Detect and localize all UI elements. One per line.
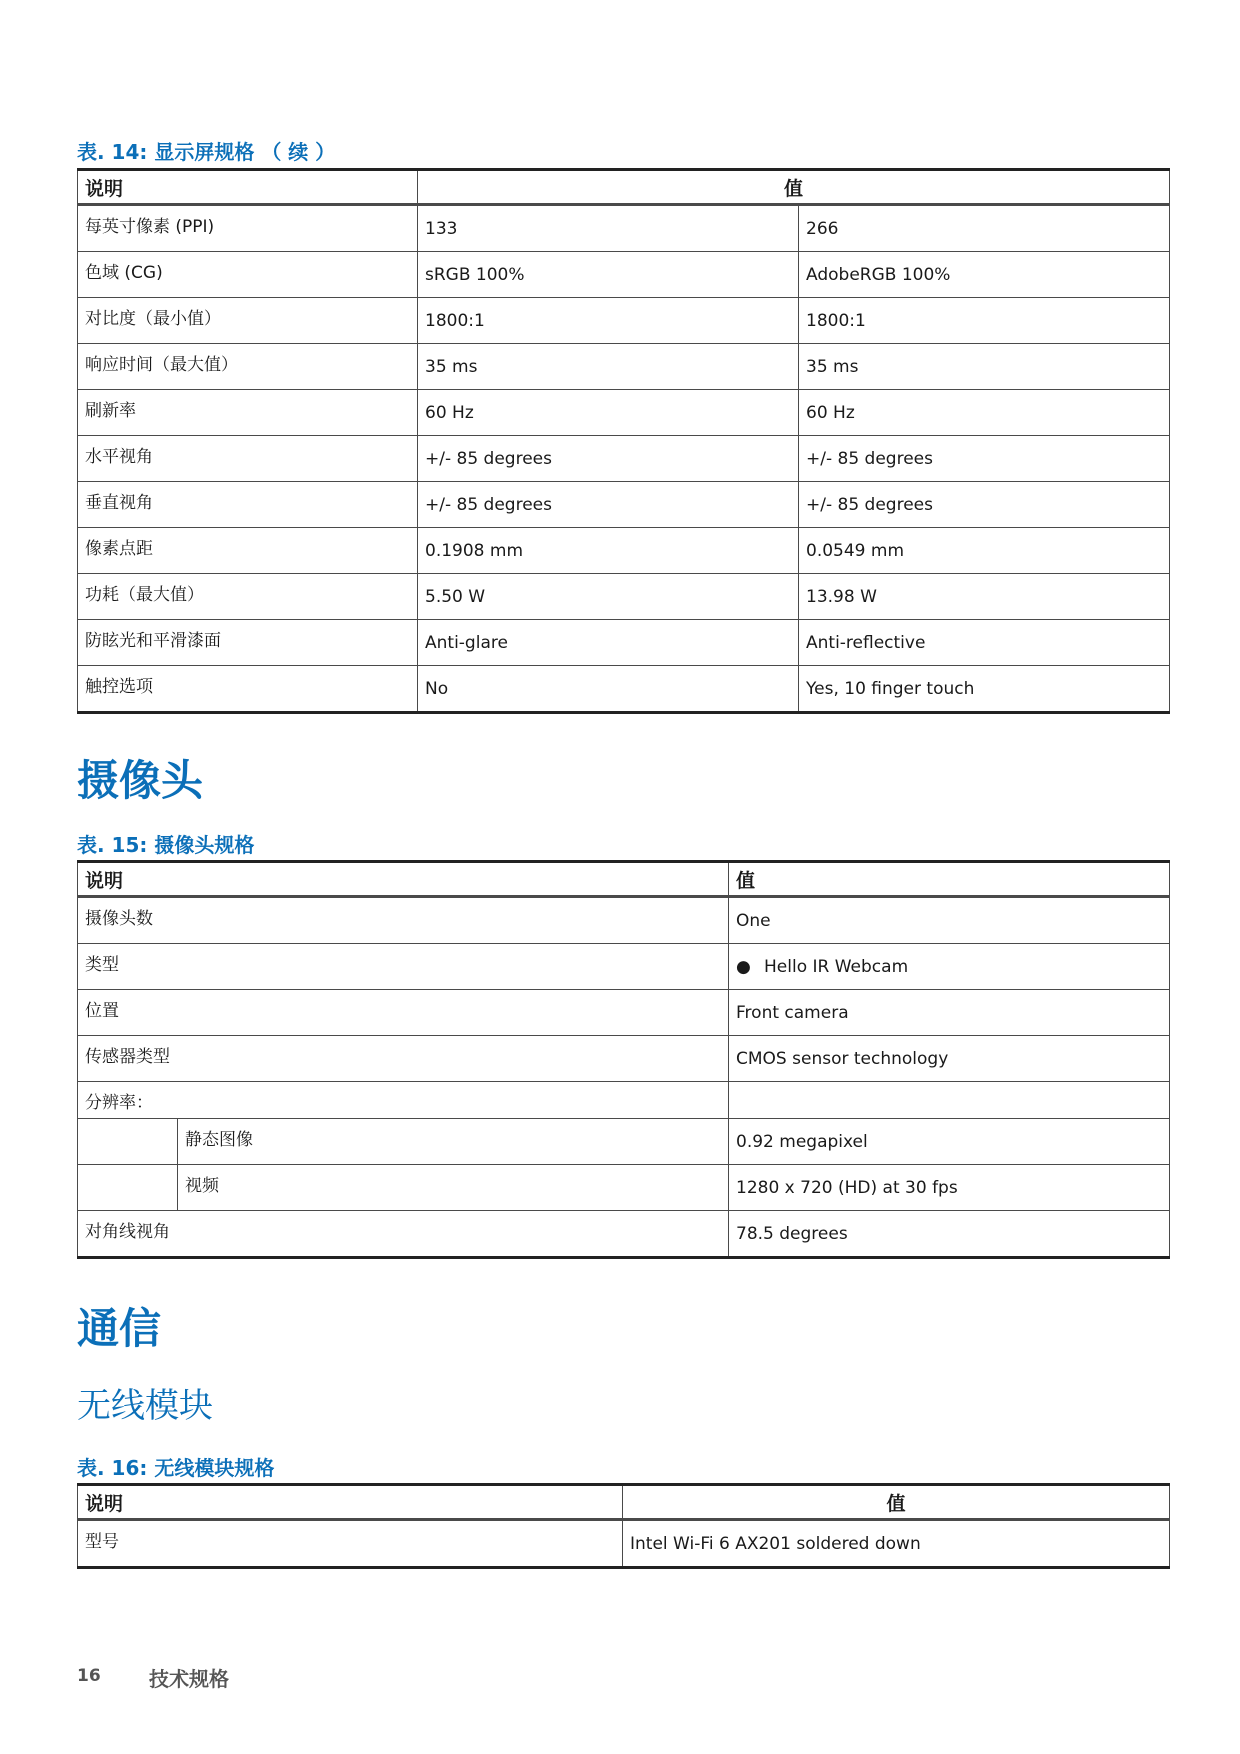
table-14-caption: 表. 14: 显示屏规格 （ 续 ） xyxy=(77,140,336,164)
table-row xyxy=(78,252,1170,298)
row-label: 摄像头数 xyxy=(85,909,153,929)
row-value: +/- 85 degrees xyxy=(806,495,933,515)
table-row xyxy=(78,298,1170,344)
row-value: AdobeRGB 100% xyxy=(806,265,951,285)
row-value: +/- 85 degrees xyxy=(425,495,552,515)
row-value: 1800:1 xyxy=(806,311,866,331)
row-value: One xyxy=(736,911,771,931)
row-value: 35 ms xyxy=(806,357,859,377)
row-label: 刷新率 xyxy=(85,401,136,421)
row-label: 功耗（最大值） xyxy=(85,585,204,605)
wireless-module-heading: 无线模块 xyxy=(77,1386,213,1426)
row-value: Anti-reflective xyxy=(806,633,926,653)
page-number: 16 xyxy=(77,1666,101,1686)
row-label: 位置 xyxy=(85,1001,119,1021)
bullet-icon: ● xyxy=(736,957,751,977)
footer-title: 技术规格 xyxy=(149,1667,229,1691)
camera-heading: 摄像头 xyxy=(77,756,204,805)
row-value: CMOS sensor technology xyxy=(736,1049,949,1069)
row-label: 对角线视角 xyxy=(85,1222,170,1242)
table-row xyxy=(78,1119,1170,1165)
row-value: 35 ms xyxy=(425,357,478,377)
row-value: No xyxy=(425,679,449,699)
table-16-caption: 表. 16: 无线模块规格 xyxy=(77,1456,275,1480)
row-label: 防眩光和平滑漆面 xyxy=(85,631,221,651)
display-spec-table xyxy=(77,168,1170,714)
row-label: 静态图像 xyxy=(185,1130,253,1150)
communication-heading: 通信 xyxy=(77,1304,162,1353)
row-label: 对比度（最小值） xyxy=(85,309,221,329)
row-value: 13.98 W xyxy=(806,587,877,607)
row-label: 每英寸像素 (PPI) xyxy=(85,217,215,237)
row-value: 60 Hz xyxy=(806,403,855,423)
wireless-spec-table xyxy=(77,1483,1170,1569)
row-value: 133 xyxy=(425,219,458,239)
row-label: 分辨率： xyxy=(85,1093,153,1113)
row-label: 型号 xyxy=(85,1532,119,1552)
camera-spec-table xyxy=(77,860,1170,1259)
row-value: 0.0549 mm xyxy=(806,541,905,561)
row-label: 色域 (CG) xyxy=(85,263,163,283)
table-row xyxy=(78,620,1170,666)
row-label: 水平视角 xyxy=(85,447,153,467)
row-value: 60 Hz xyxy=(425,403,474,423)
row-value: Front camera xyxy=(736,1003,849,1023)
row-label: 视频 xyxy=(185,1176,219,1196)
row-label: 垂直视角 xyxy=(85,493,153,513)
row-value: 78.5 degrees xyxy=(736,1224,848,1244)
row-value: Hello IR Webcam xyxy=(764,957,909,977)
table-row xyxy=(78,1082,1170,1119)
table-row xyxy=(78,390,1170,436)
row-value: +/- 85 degrees xyxy=(425,449,552,469)
table-row xyxy=(78,344,1170,390)
row-value: sRGB 100% xyxy=(425,265,525,285)
row-label: 像素点距 xyxy=(85,539,153,559)
table-row xyxy=(78,1036,1170,1082)
table-row xyxy=(78,990,1170,1036)
table-row xyxy=(78,482,1170,528)
table-15-caption: 表. 15: 摄像头规格 xyxy=(77,833,255,857)
header-description: 说明 xyxy=(78,170,418,205)
row-label: 类型 xyxy=(85,955,119,975)
row-value: 0.1908 mm xyxy=(425,541,524,561)
row-label: 响应时间（最大值） xyxy=(85,355,238,375)
row-value: Yes, 10 finger touch xyxy=(806,679,975,699)
table-row xyxy=(78,528,1170,574)
row-label: 传感器类型 xyxy=(85,1047,170,1067)
row-value: +/- 85 degrees xyxy=(806,449,933,469)
header-value: 值 xyxy=(729,862,1170,897)
table-row xyxy=(78,944,1170,990)
row-value: Anti-glare xyxy=(425,633,508,653)
header-value: 值 xyxy=(418,170,1170,205)
header-description: 说明 xyxy=(78,862,729,897)
table-row xyxy=(78,205,1170,252)
table-row xyxy=(78,574,1170,620)
table-row xyxy=(78,666,1170,713)
row-label: 触控选项 xyxy=(85,677,153,697)
table-row xyxy=(78,1520,1170,1568)
header-value: 值 xyxy=(623,1485,1170,1520)
row-value: 0.92 megapixel xyxy=(736,1132,868,1152)
row-value: 266 xyxy=(806,219,839,239)
row-value: 1800:1 xyxy=(425,311,485,331)
header-description: 说明 xyxy=(78,1485,623,1520)
table-row xyxy=(78,1211,1170,1258)
row-value: Intel Wi-Fi 6 AX201 soldered down xyxy=(630,1534,921,1554)
table-row xyxy=(78,897,1170,944)
row-value: 5.50 W xyxy=(425,587,486,607)
table-row xyxy=(78,436,1170,482)
table-row xyxy=(78,1165,1170,1211)
row-value: 1280 x 720 (HD) at 30 fps xyxy=(736,1178,958,1198)
